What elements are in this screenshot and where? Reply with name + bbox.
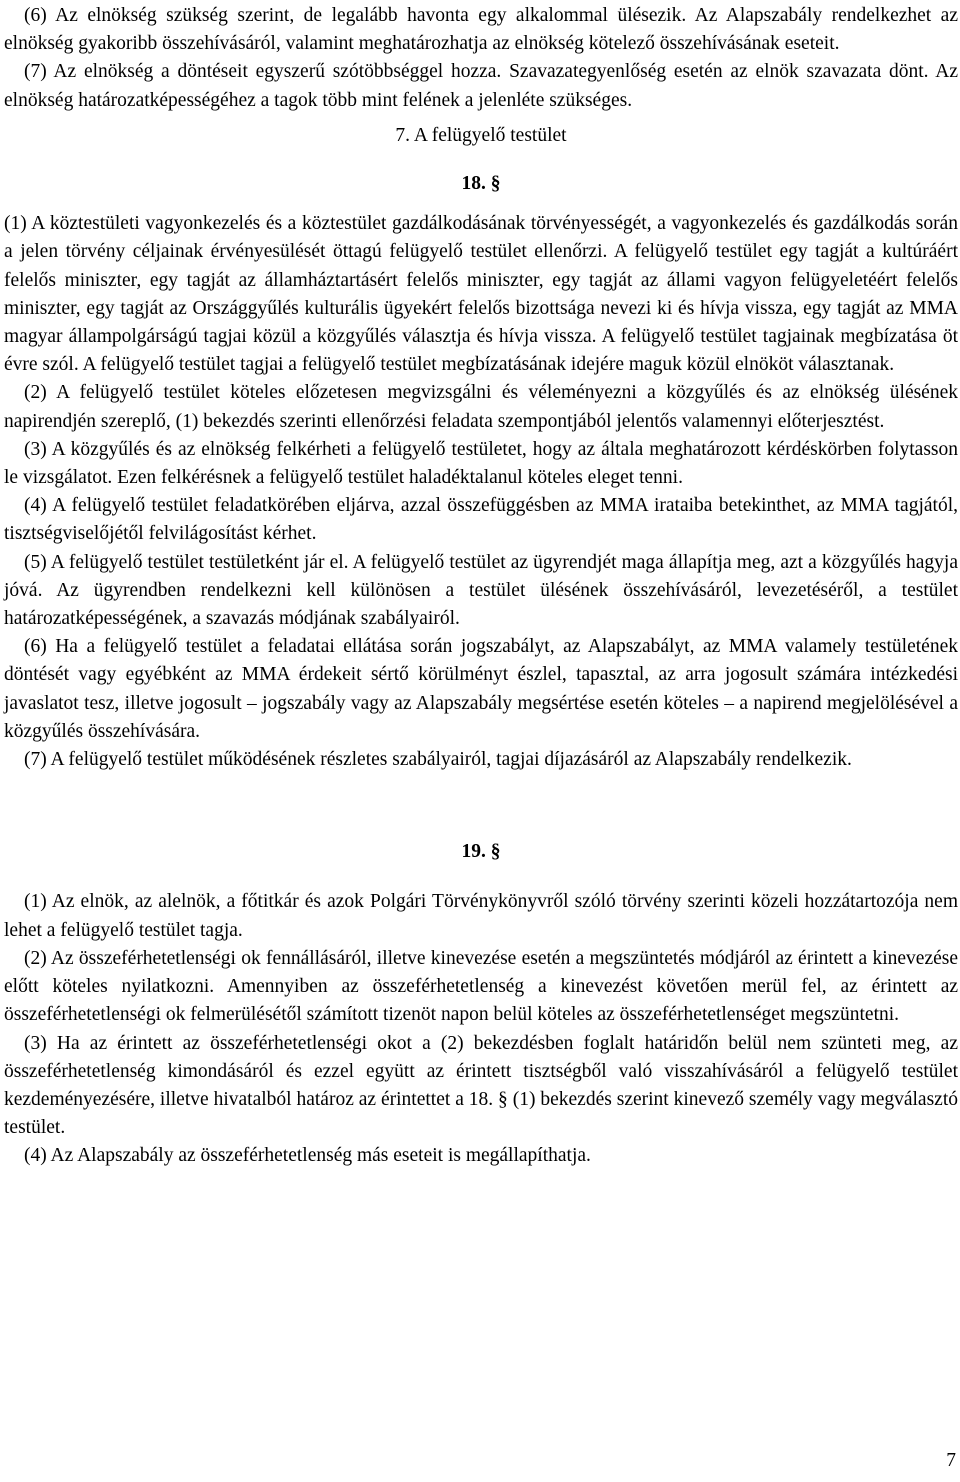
section-18-paragraph-2: (2) A felügyelő testület köteles előzetesen megvizsgálni és véleményezni a közgyűlés és az elnökség ülésének napirendjén szereplő, (1) bekezdés szerinti ellenőrzési feladata szempontjából jelentős valamennyi előterjesztést.	[4, 382, 958, 432]
section-18-paragraph-7: (7) A felügyelő testület működésének részletes szabályairól, tagjai díjazásáról az Alapszabály rendelkezik.	[24, 749, 852, 771]
document-page	[4, 0, 958, 1171]
paragraph-intro-6: (6) Az elnökség szükség szerint, de legalább havonta egy alkalommal ülésezik. Az Alapszabály rendelkezhet az elnökség gyakoribb összehívásáról, valamint meghatározhatja az elnökség kötelező összehívásának eseteit.	[4, 5, 958, 55]
section-19-paragraph-3: (3) Ha az érintett az összeférhetetlenségi okot a (2) bekezdésben foglalt határidőn belül nem szünteti meg, az összeférhetetlenség kimondásáról és ezzel együtt az érintett tisztségből való visszahívásáról a felügyelő testület kezdeményezésére, illetve hivatalból határoz az érintettet a 18. § (1) bekezdés szerint kinevező személy vagy megválasztó testület.	[4, 1032, 958, 1139]
section-19-paragraph-2: (2) Az összeférhetetlenségi ok fennállásáról, illetve kinevezése esetén a megszüntetés módjáról az érintett a kinevezése előtt köteles nyilatkozni. Amennyiben az összeférhetetlenség a kinevezést követően merül fel, az érintett az összeférhetetlenségi ok felmerülésétől számított tizenöt napon belül köteles az összeférhetetlenséget megszüntetni.	[4, 947, 958, 1026]
section-19-paragraph-4: (4) Az Alapszabály az összeférhetetlenség más eseteit is megállapíthatja.	[24, 1145, 591, 1167]
section-18-paragraph-5: (5) A felügyelő testület testületként jár el. A felügyelő testület az ügyrendjét maga állapítja meg, azt a közgyűlés hagyja jóvá. Az ügyrendben rendelkezni kell különösen a testület ülésének összehívásáról, levezetéséről, a testület határozatképességének, a szavazás módjának szabályairól.	[4, 551, 958, 630]
section-19-paragraph-1: (1) Az elnök, az alelnök, a főtitkár és azok Polgári Törvénykönyvről szóló törvény szerinti közeli hozzátartozója nem lehet a felügyelő testület tagja.	[4, 891, 958, 941]
section-18-paragraph-3: (3) A közgyűlés és az elnökség felkérheti a felügyelő testületet, hogy az általa meghatározott kérdéskörben folytasson le vizsgálatot. Ezen felkérésnek a felügyelő testület haladéktalanul köteles eleget tenni.	[4, 438, 958, 489]
section-18-paragraph-4: (4) A felügyelő testület feladatkörében eljárva, azzal összefüggésben az MMA irataiba betekinthet, az MMA tagjától, tisztségviselőjétől felvilágosítást kérhet.	[4, 495, 958, 545]
section-18-paragraph-6: (6) Ha a felügyelő testület a feladatai ellátása során jogszabályt, az Alapszabályt, az MMA valamely testületének döntését vagy egyébként az MMA érdekeit sértő körülményt észlel, tapasztal, az arra jogosult számára intézkedési javaslatot tesz, illetve jogosult – jogszabály vagy az Alapszabály megsértése esetén köteles – a napirend megjelölésével a közgyűlés összehívására.	[4, 636, 958, 742]
section-19-number: 19. §	[461, 841, 501, 863]
chapter-heading: 7. A felügyelő testület	[395, 124, 567, 146]
section-18-number: 18. §	[461, 173, 501, 195]
section-18-paragraph-1: (1) A köztestületi vagyonkezelés és a köztestület gazdálkodásának törvényességét, a vagyonkezelés és gazdálkodás során a jelen törvény céljainak érvényesülését öttagú felügyelő testület ellenőrzi. A felügyelő testület egy tagját a kultúráért felelős miniszter, egy tagját az államháztartásért felelős miniszter, egy tagját az állami vagyon felügyeletéért felelős miniszter, egy tagját az Országgyűlés kulturális ügyekért felelős bizottsága nevezi ki és hívja vissza, egy tagját az MMA magyar állampolgárságú tagjai közül a közgyűlés választja és hívja vissza. A felügyelő testület tagjainak megbízatása öt évre szól. A felügyelő testület tagjai a felügyelő testület megbízatásának idejére maguk közül elnököt választanak.	[4, 213, 958, 376]
page-number: 7	[946, 1450, 956, 1471]
paragraph-intro-7: (7) Az elnökség a döntéseit egyszerű szótöbbséggel hozza. Szavazategyenlőség esetén az elnök szavazata dönt. Az elnökség határozatképességéhez a tagok több mint felének a jelenléte szükséges.	[4, 61, 958, 111]
